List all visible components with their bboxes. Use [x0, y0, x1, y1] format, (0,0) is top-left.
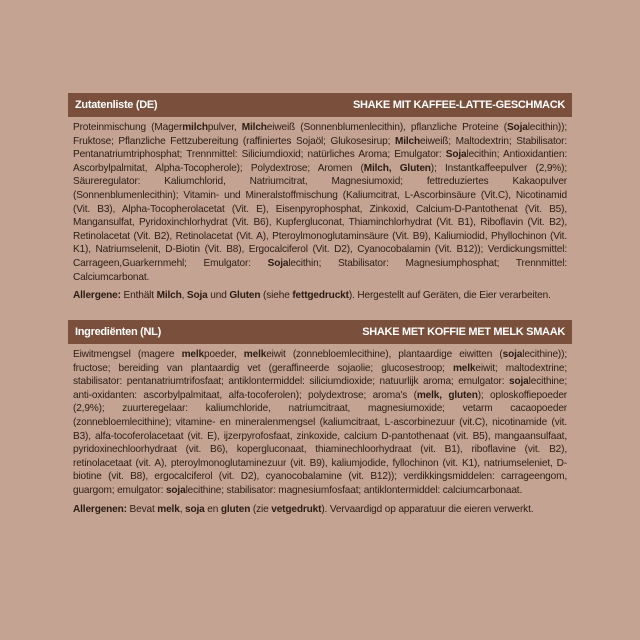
text-run: lecithin; Antioxidantien: Ascorbylpalmitat, Alpha-Tocopherole); Polydextrose; Aromen (: [73, 149, 567, 174]
bold-text-run: melk: [181, 349, 204, 360]
product-name: SHAKE MIT KAFFEE-LATTE-GESCHMACK: [352, 99, 565, 111]
text-run: ); Instantkaffeepulver (2,9%); Säureregulator: Kaliumchlorid, Natriumcitrat, Magnesiumoxid; fettreduziertes Kakaopulver (Sonnenblumenlecithin); Vitamin- und Mineralstoffmischung (Kaliumcitrat, L-Ascorbinsäure (Vit.C), Nicotinamid (Vit. B3), Alpha-Tocopherolacetat (Vit. E), Eisenpyrophosphat, Zinkoxid, Calcium-D-Pantothenat (Vit. B5), Mangansulfat, Pyridoxinchlorhydrat (Vit. B6), Kupfergluconat, Thiaminchlorhydrat (Vit. B1), Riboflavin (Vit. B2), Retinolacetat (Vit. B2), Retinolacetat (Vit. A), Pteroylmonoglutaminsäure (Vit. B9), Kaliumiodid, Phyllochinon (Vit. K1), Natriumselenit, D-Biotin (Vit. B8), Ergocalciferol (Vit. D2), Cyanocobalamin (Vit. B12)); Verdickungsmittel: Carrageen,Guarkernmehl; Emulgator:: [73, 162, 567, 269]
bold-text-run: Soja: [267, 257, 289, 269]
text-run: Enthält: [120, 290, 157, 302]
bold-text-run: Soja: [186, 290, 208, 302]
text-run: Bevat: [126, 503, 158, 515]
text-run: und: [207, 290, 230, 302]
text-run: (siehe: [260, 290, 293, 302]
ingredients-text: [68, 117, 572, 284]
bold-text-run: soja: [165, 484, 186, 496]
text-run: (zie: [250, 503, 272, 515]
bold-text-run: melk, gluten: [416, 389, 478, 401]
bold-text-run: soja: [509, 376, 529, 388]
bold-text-run: Allergenen:: [73, 503, 127, 515]
bold-text-run: gluten: [220, 503, 251, 515]
bold-text-run: melk: [452, 362, 476, 374]
bold-text-run: fettgedruckt: [292, 290, 349, 302]
product-name: SHAKE MET KOFFIE MET MELK SMAAK: [362, 326, 565, 338]
text-run: pulver,: [207, 122, 242, 133]
allergen-statement: [68, 498, 572, 517]
bold-text-run: melk: [243, 349, 267, 360]
allergen-statement: [68, 284, 572, 303]
bold-text-run: Soja: [445, 149, 467, 161]
bold-text-run: Milch: [241, 122, 267, 133]
bold-text-run: soja: [185, 503, 205, 515]
section-german: [68, 93, 572, 303]
bold-text-run: Milch: [156, 290, 182, 302]
header-bar-dutch: [68, 320, 572, 344]
text-run: lecithin)); Fruktose; Pflanzliche Fettzubereitung (raffiniertes Sojaöl; Glukosesirup;: [73, 122, 567, 147]
text-run: lecithin; Stabilisator: Magnesiumphosphat; Trennmittel: Calciumcarbonat.: [73, 257, 567, 283]
text-run: Eiwitmengsel (magere: [73, 349, 182, 360]
bold-text-run: milch: [182, 122, 208, 133]
bold-text-run: soja: [502, 349, 523, 360]
section-dutch: [68, 320, 572, 516]
text-run: ); oploskoffiepoeder (2,9%); zuurteregelaar: kaliumchloride, natriumcitraat, magnesiumoxide; vetarm cacaopoeder (zonnebloemlecithine); vitamine- en mineralenmengsel (kaliumcitraat, L-ascorbinezuur (vit.C), nicotinamide (vit. B3), alfa-tocoferolacetaat (vit. E), ijzerpyrofosfaat, zinkoxide, calcium D-pantothenaat (vit. B5), mangaansulfaat, pyridoxinechloorhydraat (vit. B6), kopergluconaat, thiaminechloorhydraat (vit. B1), riboflavine (vit. B2), retinolacetaat (vit. A), pteroylmonoglutaminezuur (vit. B9), kaliumjodide, fyllochinon (vit. K1), natriumseleniet, D-biotine (vit. B8), ergocalciferol (vit. D2), cyanocobalamine (vit. B12)); verdikkingsmiddelen: carrageengom, guargom; emulgator:: [73, 389, 567, 496]
text-run: eiweiß (Sonnenblumenlecithin), pflanzliche Proteine (: [266, 122, 507, 133]
text-run: lecithine)); fructose; bereiding van plantaardig vet (geraffineerde sojaolie; glucosestroop;: [73, 349, 568, 374]
text-run: ). Vervaardigd op apparatuur die eieren verwerkt.: [321, 503, 534, 515]
bold-text-run: Gluten: [229, 290, 261, 302]
header-bar-german: [68, 93, 572, 117]
bold-text-run: Milch, Gluten: [363, 162, 431, 174]
text-run: en: [204, 503, 221, 515]
bold-text-run: melk: [157, 503, 180, 515]
text-run: poeder,: [203, 349, 244, 360]
text-run: eiwit (zonnebloemlecithine), plantaardige eiwitten (: [266, 349, 503, 360]
bold-text-run: Soja: [506, 122, 528, 133]
text-run: lecithine; anti-oxidanten: ascorbylpalmitaat, alfa-tocoferolen); polydextrose; aroma's (: [73, 376, 567, 401]
text-run: ,: [179, 503, 185, 515]
text-run: ). Hergestellt auf Geräten, die Eier verarbeiten.: [348, 290, 551, 302]
section-title: Ingrediënten (NL): [75, 326, 161, 338]
bold-text-run: Milch: [394, 135, 421, 147]
bold-text-run: Allergene:: [73, 290, 121, 302]
ingredients-text: [68, 344, 572, 498]
section-title: Zutatenliste (DE): [75, 99, 158, 111]
text-run: ,: [181, 290, 187, 302]
text-run: eiweiß; Maltodextrin; Stabilisator: Pentanatriumtriphosphat; Trennmittel: Siliciumdioxid; natürliches Aroma; Emulgator:: [73, 135, 567, 161]
bold-text-run: vetgedrukt: [271, 503, 322, 515]
text-run: Proteinmischung (Mager: [73, 122, 183, 133]
text-run: lecithine; stabilisator: magnesiumfosfaat; antiklontermiddel: calciumcarbonaat.: [185, 484, 523, 496]
text-run: eiwit; maltodextrine; stabilisator: pentanatriumtrifosfaat; antiklontermiddel: siliciumdioxide; natuurlijk aroma; emulgator:: [73, 362, 567, 388]
